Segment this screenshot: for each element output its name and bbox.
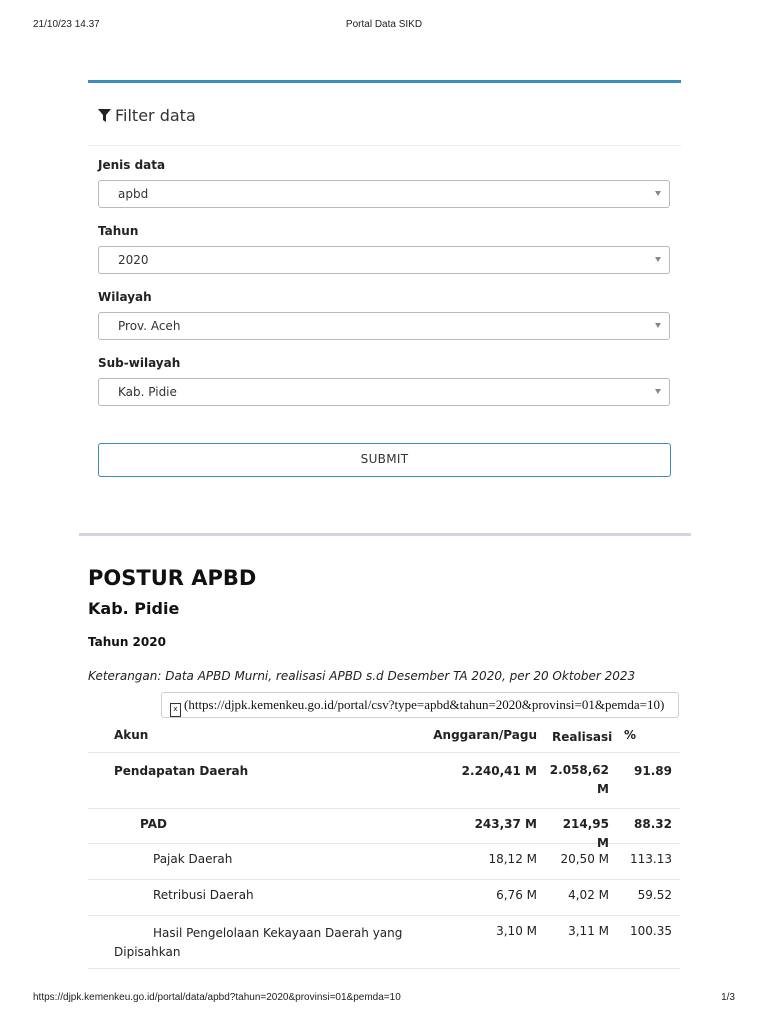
filter-card [88,80,681,503]
csv-file-icon: x [170,703,181,717]
row-akun: Pajak Daerah [153,852,233,866]
table-row [88,753,680,809]
sub-wilayah-label: Sub-wilayah [98,356,181,370]
row-realisasi: 214,95 M [562,817,609,850]
row-realisasi: 20,50 M [560,852,609,866]
sub-wilayah-value: Kab. Pidie [118,385,177,399]
column-header-realisasi: Realisasi [552,730,613,744]
row-persen: 88.32 [634,817,672,831]
filter-heading [98,106,196,127]
wilayah-label: Wilayah [98,290,152,304]
jenis-data-value: apbd [118,187,149,201]
row-anggaran: 6,76 M [496,888,537,902]
print-url: https://djpk.kemenkeu.go.id/portal/data/apbd?tahun=2020&provinsi=01&pemda=10 [33,992,401,1003]
column-header-persen: % [624,728,637,742]
wilayah-value: Prov. Aceh [118,319,181,333]
filter-icon [98,108,111,127]
print-page-number: 1/3 [721,992,735,1003]
table-header [88,720,680,753]
filter-divider [88,145,681,146]
year-label: Tahun 2020 [88,635,166,649]
jenis-data-select[interactable] [98,180,670,208]
csv-download-link[interactable] [161,692,679,718]
row-anggaran: 2.240,41 M [461,764,537,778]
row-akun: Pendapatan Daerah [114,764,249,778]
column-header-anggaran: Anggaran/Pagu [433,728,537,742]
row-realisasi: 2.058,62 M [549,763,609,796]
page-title: POSTUR APBD [88,566,257,590]
submit-button[interactable]: SUBMIT [98,443,671,477]
region-name: Kab. Pidie [88,599,180,618]
tahun-value: 2020 [118,253,149,267]
print-datetime: 21/10/23 14.37 [33,19,100,30]
print-title: Portal Data SIKD [345,19,423,30]
row-realisasi: 3,11 M [568,924,609,938]
wilayah-select[interactable] [98,312,670,340]
row-persen: 100.35 [630,924,672,938]
row-persen: 91.89 [634,764,672,778]
row-akun: Retribusi Daerah [153,888,254,902]
table-row [88,880,680,916]
print-footer [0,992,768,1006]
section-divider [79,533,691,536]
chevron-down-icon [655,389,661,394]
chevron-down-icon [655,257,661,262]
chevron-down-icon [655,191,661,196]
tahun-label: Tahun [98,224,139,238]
table-row [88,916,680,969]
row-persen: 113.13 [630,852,672,866]
row-persen: 59.52 [637,888,672,902]
jenis-data-label: Jenis data [98,158,166,172]
sub-wilayah-select[interactable] [98,378,670,406]
row-akun: PAD [140,817,167,831]
table-row [88,809,680,850]
table-row [88,844,680,880]
row-anggaran: 18,12 M [488,852,537,866]
row-realisasi: 4,02 M [568,888,609,902]
csv-link-text: (https://djpk.kemenkeu.go.id/portal/csv?type=apbd&tahun=2020&provinsi=01&pemda=10) [184,697,665,712]
row-anggaran: 3,10 M [496,924,537,938]
print-header [0,19,768,33]
column-header-akun: Akun [114,728,149,742]
row-akun: Hasil Pengelolaan Kekayaan Daerah yang Dipisahkan [114,926,403,959]
chevron-down-icon [655,323,661,328]
row-anggaran: 243,37 M [474,817,537,831]
filter-title-text: Filter data [115,106,196,125]
report-note: Keterangan: Data APBD Murni, realisasi APBD s.d Desember TA 2020, per 20 Oktober 2023 [88,669,636,683]
tahun-select[interactable] [98,246,670,274]
